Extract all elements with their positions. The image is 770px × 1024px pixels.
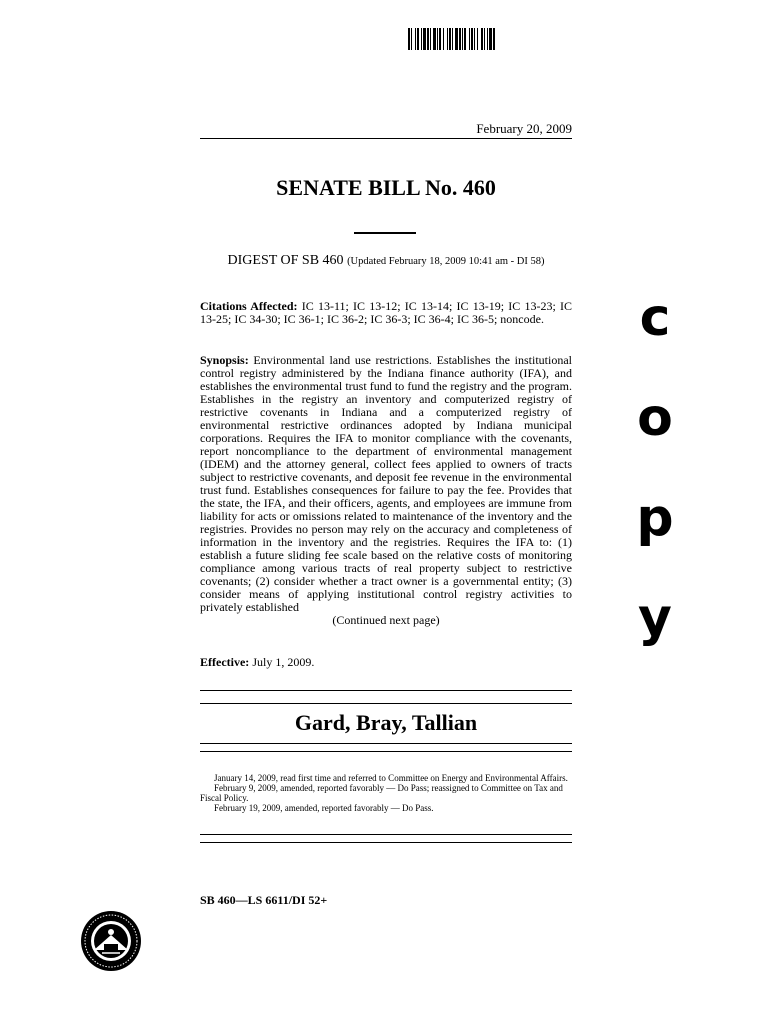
divider [200,703,572,704]
citations-label: Citations Affected: [200,299,298,313]
citations-text: IC 13-11; IC 13-12; IC 13-14; IC 13-19; IC 13-23; IC 13-25; IC 34-30; IC 36-1; IC 36-2; IC 36-3; IC 36-4; IC 36-5; noncode. [200,299,572,326]
synopsis [200,354,572,627]
synopsis-label: Synopsis: [200,353,249,367]
divider [200,834,572,835]
copy-letter: p [636,488,674,548]
digest-updated: (Updated February 18, 2009 10:41 am - DI 58) [347,256,545,267]
citations-affected [200,300,572,326]
digest-heading [200,253,572,269]
history-entry: January 14, 2009, read first time and referred to Committee on Energy and Environmental Affairs. [214,773,568,783]
barcode-icon [408,28,588,50]
effective-label: Effective: [200,655,250,669]
state-seal-icon [80,910,142,972]
divider [200,842,572,843]
title-dash [354,232,416,234]
effective-date [200,656,572,669]
copy-letter: c [639,288,671,348]
divider [200,751,572,752]
document-date: February 20, 2009 [476,121,572,136]
sponsors: Gard, Bray, Tallian [294,710,478,735]
footer-bill-code: SB 460—LS 6611/DI 52+ [200,893,328,907]
history-entry: February 9, 2009, amended, reported favorably — Do Pass; reassigned to Committee on Tax and Fiscal Policy. [200,783,563,803]
history-entry: February 19, 2009, amended, reported favorably — Do Pass. [214,803,434,813]
effective-text: July 1, 2009. [249,655,315,669]
continued-note: (Continued next page) [332,613,440,627]
copy-letter: y [638,588,672,648]
divider [200,743,572,744]
legislative-history [200,773,572,813]
divider [200,690,572,691]
digest-label: DIGEST OF SB 460 [227,253,344,268]
copy-watermark [605,288,705,692]
divider [200,138,572,139]
copy-letter: o [637,388,673,448]
synopsis-text: Environmental land use restrictions. Establishes the institutional control registry administered by the Indiana finance authority (IFA), and establishes the environmental trust fund to fund the registry and the program. Establishes in the registry an inventory and computerized registry of restrictive covenants in Indiana and a computerized registry of environmental restrictive ordinances adopted by Indiana municipal corporations. Requires the IFA to monitor compliance with the covenants, report noncompliance to the department of environmental management (IDEM) and the attorney general, collect fees applied to owners of tracts subject to restrictive covenants, and deposit fee revenue in the environmental trust fund. Establishes consequences for failure to pay the fee. Provides that the state, the IFA, and their officers, agents, and employees are immune from liability for acts or omissions related to maintenance of the inventory and the registries. Provides no person may rely on the accuracy and completeness of information in the inventory and the registries. Requires the IFA to: (1) establish a future sliding fee scale based on the relative costs of monitoring compliance among various tracts of real property subject to restrictive covenants; (2) consider whether a tract owner is a governmental entity; (3) consider means of applying institutional control registry activities to privately established [200,353,572,614]
bill-title: SENATE BILL No. 460 [276,175,496,200]
